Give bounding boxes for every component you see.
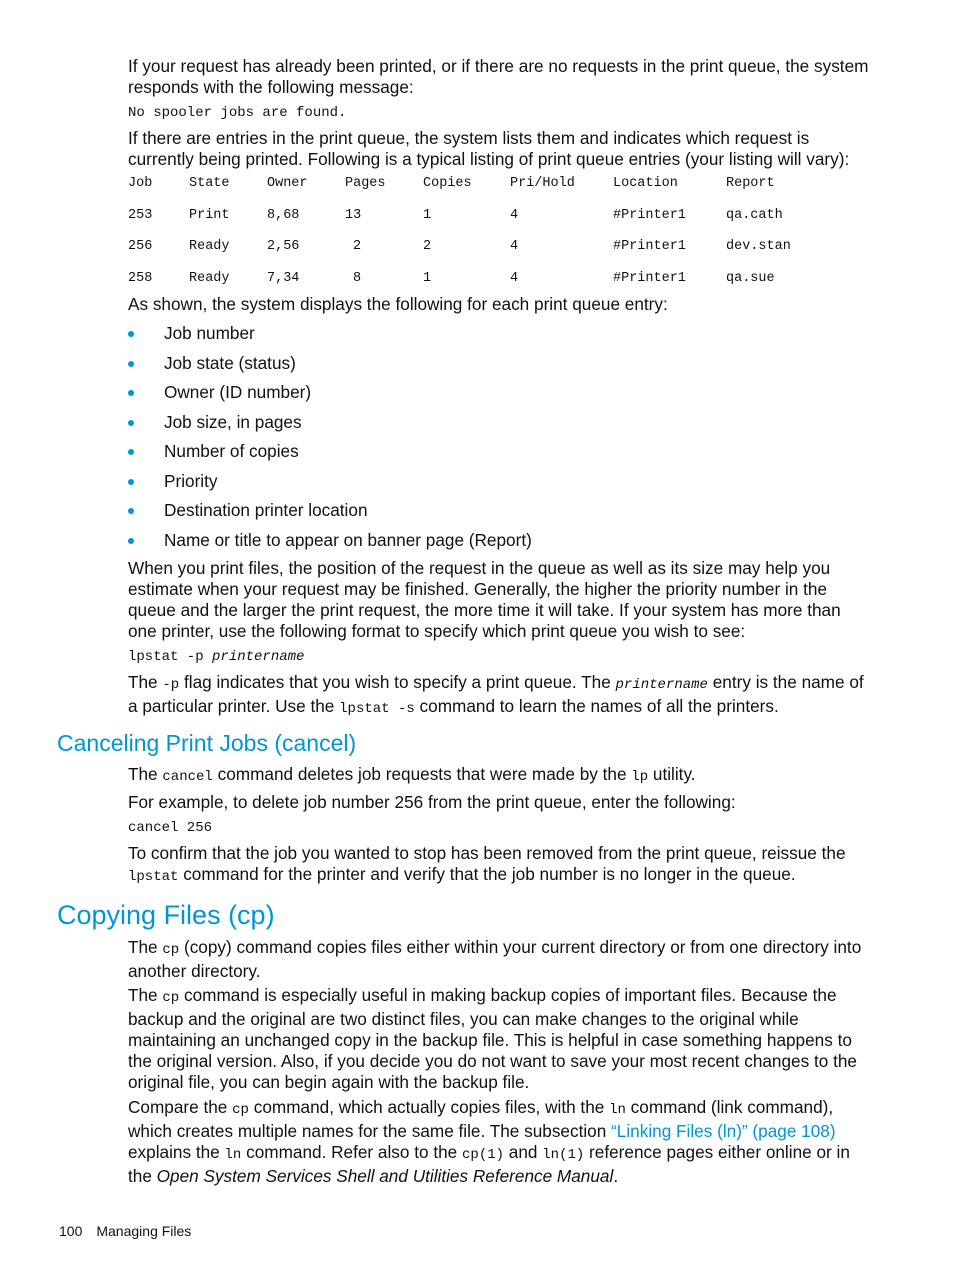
list-item: Priority bbox=[128, 471, 532, 501]
list-item: Name or title to appear on banner page (Report) bbox=[128, 530, 532, 560]
paragraph-cp-backup: The cp command is especially useful in making backup copies of important files. Because the backup and the original are two distinct files, you can make changes to the original while maintaining an unchanged copy in the backup file. This is helpful in case something happens to the original version. Also, if you decide you do not want to save your most recent changes to the original file, you can begin again with the backup file. bbox=[128, 985, 857, 1092]
cell-owner: 7,34 bbox=[267, 271, 300, 286]
paragraph-cancel-example: For example, to delete job number 256 from the print queue, enter the following: bbox=[128, 792, 736, 812]
paragraph-p-flag: The -p flag indicates that you wish to specify a print queue. The printername entry is the name of a particular printer. Use the lpstat -s command to learn the names of all the printers. bbox=[128, 672, 864, 717]
cell-state: Ready bbox=[189, 239, 230, 254]
code-cancel-256: cancel 256 bbox=[128, 820, 213, 836]
table-row bbox=[128, 239, 828, 257]
bullet-icon bbox=[128, 508, 134, 514]
linking-files-link[interactable]: “Linking Files (ln)” (page 108) bbox=[611, 1121, 836, 1141]
bullet-icon bbox=[128, 390, 134, 396]
page-footer bbox=[59, 1223, 191, 1239]
paragraph-queue-entries: If there are entries in the print queue, the system lists them and indicates which request is currently being printed. Following is a typical listing of print queue entries (your listing will vary): bbox=[128, 128, 850, 169]
cell-report: qa.sue bbox=[726, 271, 775, 286]
header-location: Location bbox=[613, 176, 678, 191]
list-item: Job size, in pages bbox=[128, 412, 532, 442]
bullet-icon bbox=[128, 420, 134, 426]
cell-copies: 2 bbox=[423, 239, 432, 254]
footer-section-title: Managing Files bbox=[96, 1223, 192, 1239]
header-state: State bbox=[189, 176, 230, 191]
cell-report: qa.cath bbox=[726, 208, 783, 223]
cell-pages: 13 bbox=[345, 208, 362, 223]
page-number: 100 bbox=[59, 1223, 83, 1239]
list-item: Destination printer location bbox=[128, 500, 532, 530]
list-item: Number of copies bbox=[128, 441, 532, 471]
list-item: Job state (status) bbox=[128, 353, 532, 383]
paragraph-cp-compare: Compare the cp command, which actually copies files, with the ln command (link command), which creates multiple names for the same file. The subsection “Linking Files (ln)” (page 108) explains the ln command. Refer also to the cp(1) and ln(1) reference pages either online or in the Open System Services Shell and Utilities Reference Manual. bbox=[128, 1097, 850, 1186]
cell-location: #Printer1 bbox=[613, 239, 686, 254]
heading-canceling-print-jobs: Canceling Print Jobs (cancel) bbox=[57, 730, 357, 756]
cell-owner: 8,68 bbox=[267, 208, 300, 223]
paragraph-cancel-command: The cancel command deletes job requests that were made by the lp utility. bbox=[128, 764, 696, 785]
paragraph-print-files: When you print files, the position of the request in the queue as well as its size may help you estimate when your request may be finished. Generally, the higher the priority number in the queue and the larger the print request, the more time it will take. If your system has more than one printer, use the following format to specify which print queue you wish to see: bbox=[128, 558, 841, 641]
header-copies: Copies bbox=[423, 176, 472, 191]
paragraph-as-shown: As shown, the system displays the following for each print queue entry: bbox=[128, 294, 668, 314]
header-report: Report bbox=[726, 176, 775, 191]
cell-pri-hold: 4 bbox=[510, 208, 519, 223]
table-header-row bbox=[128, 176, 828, 194]
header-owner: Owner bbox=[267, 176, 308, 191]
cell-job: 258 bbox=[128, 271, 153, 286]
bullet-icon bbox=[128, 449, 134, 455]
cell-location: #Printer1 bbox=[613, 271, 686, 286]
cell-state: Ready bbox=[189, 271, 230, 286]
cell-copies: 1 bbox=[423, 208, 432, 223]
header-pages: Pages bbox=[345, 176, 386, 191]
list-item: Owner (ID number) bbox=[128, 382, 532, 412]
bullet-icon bbox=[128, 479, 134, 485]
paragraph-cp-intro: The cp (copy) command copies files either within your current directory or from one directory into another directory. bbox=[128, 937, 862, 981]
cell-copies: 1 bbox=[423, 271, 432, 286]
table-row bbox=[128, 208, 828, 226]
cell-report: dev.stan bbox=[726, 239, 791, 254]
bullet-icon bbox=[128, 331, 134, 337]
paragraph-no-requests: If your request has already been printed, or if there are no requests in the print queue, the system responds with the following message: bbox=[128, 56, 869, 97]
bullet-icon bbox=[128, 538, 134, 544]
code-no-spooler-jobs: No spooler jobs are found. bbox=[128, 105, 347, 121]
queue-entry-fields-list bbox=[128, 323, 532, 559]
header-job: Job bbox=[128, 176, 153, 191]
header-pri-hold: Pri/Hold bbox=[510, 176, 575, 191]
cell-pages: 8 bbox=[353, 271, 362, 286]
list-item: Job number bbox=[128, 323, 532, 353]
cell-pri-hold: 4 bbox=[510, 239, 519, 254]
cell-pages: 2 bbox=[353, 239, 362, 254]
heading-copying-files: Copying Files (cp) bbox=[57, 900, 275, 930]
cell-job: 253 bbox=[128, 208, 153, 223]
cell-owner: 2,56 bbox=[267, 239, 300, 254]
cell-state: Print bbox=[189, 208, 230, 223]
paragraph-cancel-confirm: To confirm that the job you wanted to stop has been removed from the print queue, reissue the lpstat command for the printer and verify that the job number is no longer in the queue. bbox=[128, 843, 846, 885]
bullet-icon bbox=[128, 361, 134, 367]
manual-title: Open System Services Shell and Utilities Reference Manual bbox=[156, 1166, 614, 1186]
code-lpstat-p: lpstat -p printername bbox=[128, 649, 305, 665]
cell-job: 256 bbox=[128, 239, 153, 254]
cell-location: #Printer1 bbox=[613, 208, 686, 223]
table-row bbox=[128, 271, 828, 289]
cell-pri-hold: 4 bbox=[510, 271, 519, 286]
